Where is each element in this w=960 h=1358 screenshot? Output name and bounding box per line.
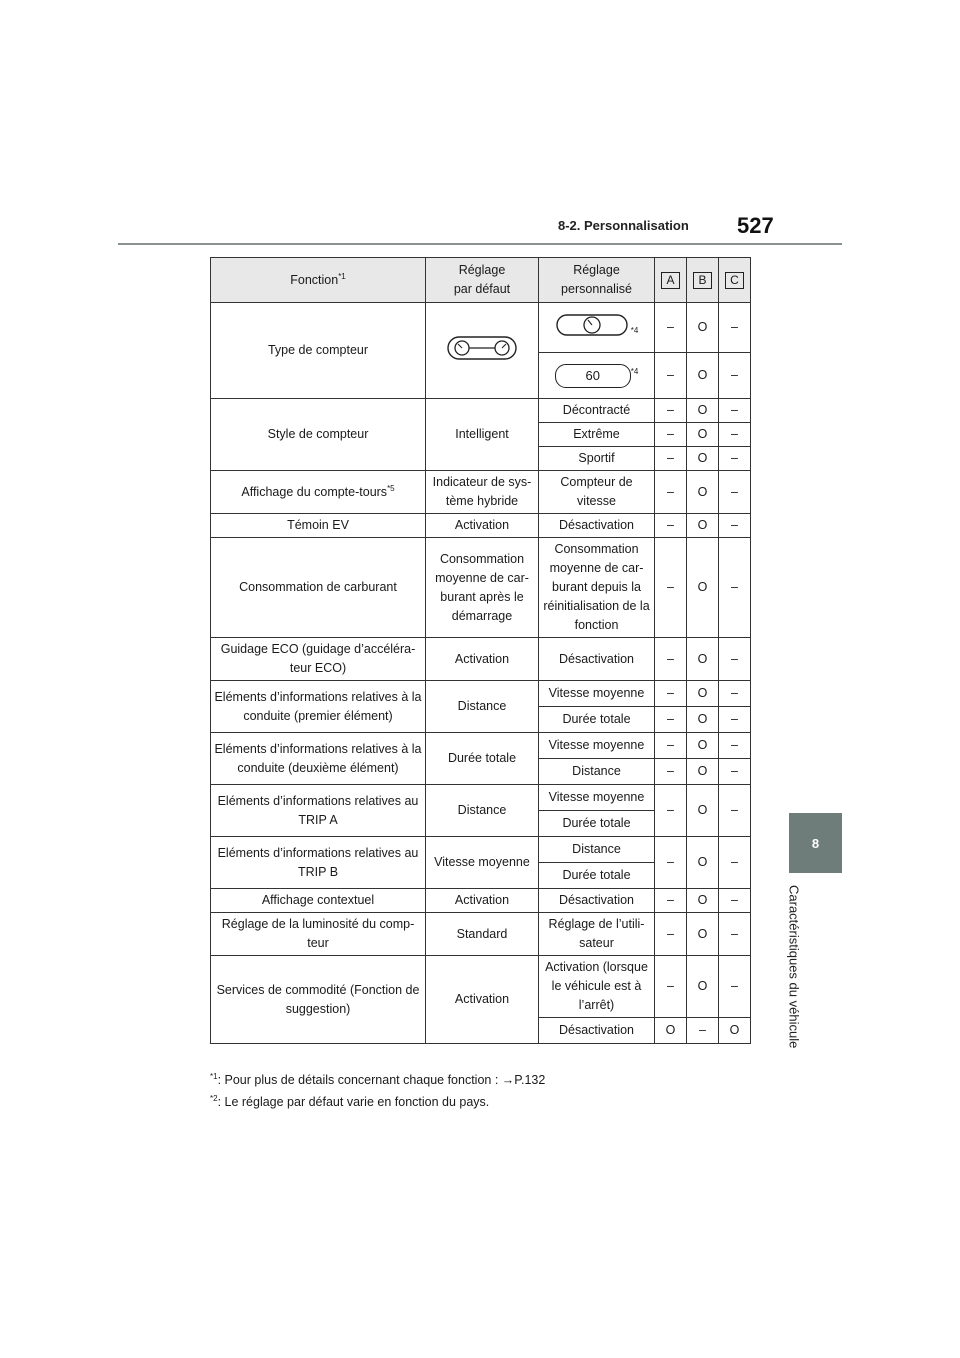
cell-a: –: [655, 303, 687, 353]
tripa-option: Durée totale: [539, 811, 655, 837]
footnote-2-text: : Le réglage par défaut varie en fonction du pays.: [217, 1095, 490, 1109]
cell-b: O: [687, 303, 719, 353]
tripa-option: Vitesse moyenne: [539, 785, 655, 811]
table-row: [211, 681, 751, 707]
cell-a: O: [655, 1018, 687, 1044]
digital-gauge-icon: [555, 364, 631, 388]
eco-default: Activation: [426, 638, 539, 681]
cell-b: O: [687, 733, 719, 759]
chapter-tab: [789, 813, 842, 873]
analog-note: *4: [630, 325, 639, 335]
cell-c: –: [719, 889, 751, 913]
cell-b: O: [687, 423, 719, 447]
cell-c: –: [719, 681, 751, 707]
cell-c: –: [719, 471, 751, 514]
tacho-label-cell: [211, 471, 426, 514]
eco-label: Guidage ECO (guidage d’accéléra-teur ECO): [211, 638, 426, 681]
cell-c: –: [719, 423, 751, 447]
chapter-title: Caractéristiques du véhicule: [786, 885, 802, 1049]
footnote-2: [210, 1095, 489, 1109]
header-col-b: [687, 258, 719, 303]
header-divider: [118, 243, 842, 245]
cell-b: O: [687, 447, 719, 471]
ev-custom: Désactivation: [539, 514, 655, 538]
header-custom-line2: personnalisé: [561, 282, 632, 296]
footnote-1: [210, 1073, 545, 1087]
cell-a: –: [655, 759, 687, 785]
cell-c: –: [719, 733, 751, 759]
header-custom-line1: Réglage: [573, 263, 620, 277]
cell-a: –: [655, 913, 687, 956]
cell-c: –: [719, 353, 751, 399]
cell-a: –: [655, 471, 687, 514]
cell-a: –: [655, 538, 687, 638]
convenience-option: Activation (lorsque le véhicule est à l’arrêt): [539, 956, 655, 1018]
cell-a: –: [655, 681, 687, 707]
table-row: [211, 733, 751, 759]
popup-label: Affichage contextuel: [211, 889, 426, 913]
cell-c: –: [719, 837, 751, 889]
cell-b: O: [687, 837, 719, 889]
cell-a: –: [655, 785, 687, 837]
header-function-label: Fonction: [290, 272, 339, 287]
ev-label: Témoin EV: [211, 514, 426, 538]
cell-a: –: [655, 837, 687, 889]
tripb-option: Durée totale: [539, 863, 655, 889]
cell-b: O: [687, 913, 719, 956]
header-col-a: [655, 258, 687, 303]
cell-b: O: [687, 471, 719, 514]
customization-table: [210, 257, 751, 1044]
popup-custom: Désactivation: [539, 889, 655, 913]
cell-c: –: [719, 447, 751, 471]
chapter-number: 8: [811, 835, 820, 851]
footnote-1-mark: *1: [210, 1071, 218, 1081]
header-default: [426, 258, 539, 303]
table-row: [211, 889, 751, 913]
drive1-label: Eléments d’informations relatives à la conduite (premier élément): [211, 681, 426, 733]
popup-default: Activation: [426, 889, 539, 913]
fuel-default: Consommation moyenne de car-burant après le démarrage: [426, 538, 539, 638]
cell-b: O: [687, 514, 719, 538]
ev-default: Activation: [426, 514, 539, 538]
cell-b: O: [687, 681, 719, 707]
cell-b: O: [687, 707, 719, 733]
page-number: 527: [737, 213, 774, 238]
cell-a: –: [655, 514, 687, 538]
col-c-label: C: [725, 272, 744, 289]
digital-note: *4: [630, 366, 639, 376]
header-default-line2: par défaut: [453, 282, 511, 296]
cell-c: –: [719, 303, 751, 353]
table-header-row: [211, 258, 751, 303]
cell-a: –: [655, 956, 687, 1018]
cell-c: –: [719, 514, 751, 538]
cell-a: –: [655, 353, 687, 399]
cell-b: O: [687, 956, 719, 1018]
header-default-line1: Réglage: [458, 263, 506, 277]
cell-c: O: [719, 1018, 751, 1044]
footnote-2-mark: *2: [210, 1093, 218, 1103]
table-row: [211, 303, 751, 353]
cell-a: –: [655, 447, 687, 471]
table-row: [211, 514, 751, 538]
meter-type-label: Type de compteur: [211, 303, 426, 399]
tripb-label: Eléments d’informations relatives au TRIP B: [211, 837, 426, 889]
footnote-1-text: : Pour plus de détails concernant chaque fonction : →P.132: [217, 1073, 546, 1087]
meter-type-default: [426, 303, 539, 399]
eco-custom: Désactivation: [539, 638, 655, 681]
cell-a: –: [655, 423, 687, 447]
header-function: [211, 258, 426, 303]
meter-type-analog: [539, 303, 655, 353]
table-row: [211, 785, 751, 811]
cell-c: –: [719, 538, 751, 638]
meter-style-default: Intelligent: [426, 399, 539, 471]
tacho-label: Affichage du compte-tours: [241, 484, 388, 499]
cell-b: O: [687, 759, 719, 785]
table-row: [211, 538, 751, 638]
header-col-c: [719, 258, 751, 303]
brightness-custom: Réglage de l’utili-sateur: [539, 913, 655, 956]
table-row: [211, 913, 751, 956]
cell-c: –: [719, 759, 751, 785]
digital-gauge-value: 60: [585, 367, 600, 383]
cell-b: O: [687, 399, 719, 423]
drive2-label: Eléments d’informations relatives à la conduite (deuxième élément): [211, 733, 426, 785]
brightness-default: Standard: [426, 913, 539, 956]
analog-gauge-icon: [555, 312, 631, 338]
cell-b: O: [687, 538, 719, 638]
dual-gauge-icon: [446, 334, 518, 362]
convenience-default: Activation: [426, 956, 539, 1044]
cell-b: O: [687, 785, 719, 837]
col-b-label: B: [693, 272, 712, 289]
tacho-custom: Compteur de vitesse: [539, 471, 655, 514]
meter-style-option: Décontracté: [539, 399, 655, 423]
tacho-default: Indicateur de sys-tème hybride: [426, 471, 539, 514]
drive2-option: Vitesse moyenne: [539, 733, 655, 759]
table-row: [211, 837, 751, 863]
cell-b: –: [687, 1018, 719, 1044]
table-row: [211, 956, 751, 1018]
cell-a: –: [655, 733, 687, 759]
table-row: [211, 638, 751, 681]
tripa-label: Eléments d’informations relatives au TRIP A: [211, 785, 426, 837]
cell-b: O: [687, 638, 719, 681]
fuel-label: Consommation de carburant: [211, 538, 426, 638]
cell-c: –: [719, 707, 751, 733]
meter-type-digital: [539, 353, 655, 399]
section-title: 8-2. Personnalisation: [558, 218, 689, 233]
drive2-option: Distance: [539, 759, 655, 785]
convenience-label: Services de commodité (Fonction de suggestion): [211, 956, 426, 1044]
cell-a: –: [655, 399, 687, 423]
drive2-default: Durée totale: [426, 733, 539, 785]
table-row: [211, 399, 751, 423]
cell-a: –: [655, 638, 687, 681]
cell-a: –: [655, 889, 687, 913]
cell-a: –: [655, 707, 687, 733]
tripb-option: Distance: [539, 837, 655, 863]
table-row: [211, 471, 751, 514]
cell-c: –: [719, 956, 751, 1018]
col-a-label: A: [661, 272, 680, 289]
header-function-note: *1: [338, 271, 346, 281]
tacho-note: *5: [387, 483, 395, 493]
meter-style-label: Style de compteur: [211, 399, 426, 471]
cell-b: O: [687, 889, 719, 913]
drive1-default: Distance: [426, 681, 539, 733]
convenience-option: Désactivation: [539, 1018, 655, 1044]
meter-style-option: Extrême: [539, 423, 655, 447]
cell-c: –: [719, 785, 751, 837]
tripb-default: Vitesse moyenne: [426, 837, 539, 889]
fuel-custom: Consommation moyenne de car-burant depuis la réinitialisation de la fonction: [539, 538, 655, 638]
brightness-label: Réglage de la luminosité du comp-teur: [211, 913, 426, 956]
cell-c: –: [719, 399, 751, 423]
cell-c: –: [719, 638, 751, 681]
drive1-option: Durée totale: [539, 707, 655, 733]
meter-style-option: Sportif: [539, 447, 655, 471]
tripa-default: Distance: [426, 785, 539, 837]
cell-b: O: [687, 353, 719, 399]
drive1-option: Vitesse moyenne: [539, 681, 655, 707]
header-custom: [539, 258, 655, 303]
cell-c: –: [719, 913, 751, 956]
